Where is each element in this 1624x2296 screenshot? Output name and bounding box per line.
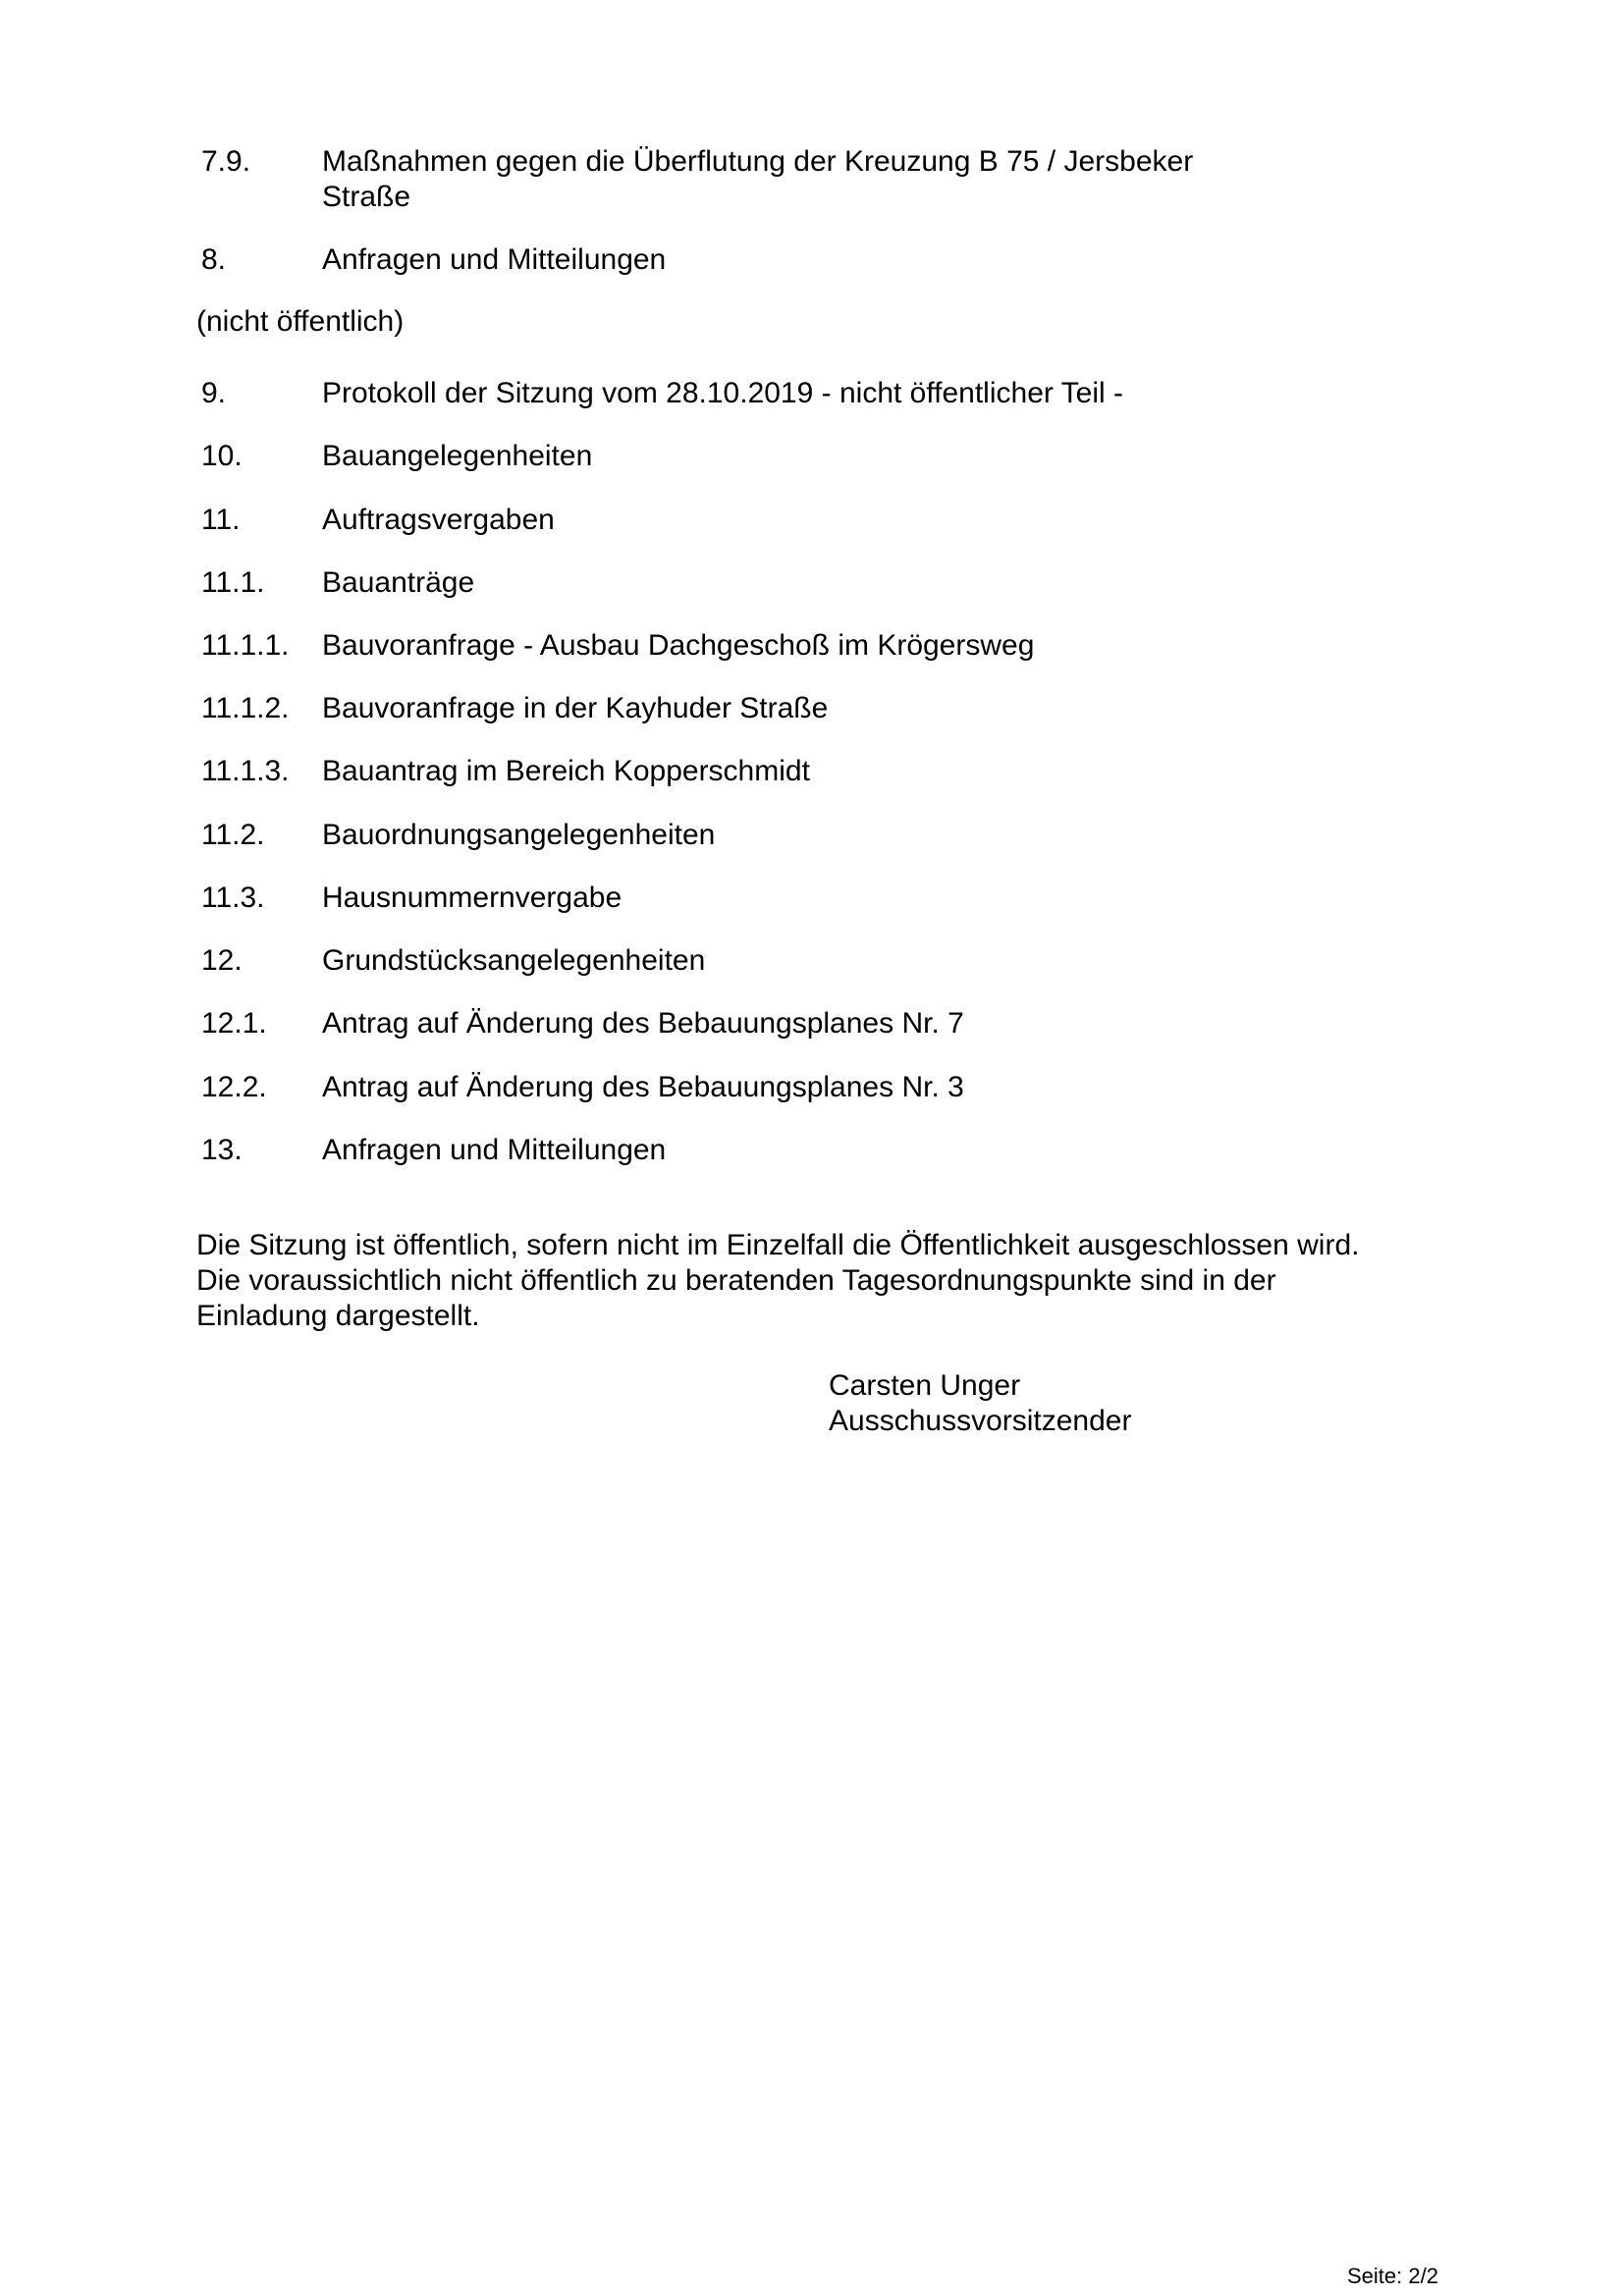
agenda-item-title bbox=[322, 144, 1353, 215]
page-number: Seite: 2/2 bbox=[1347, 2264, 1438, 2288]
agenda-item-title: Antrag auf Änderung des Bebauungsplanes Nr. 3 bbox=[322, 1071, 964, 1103]
signature-block bbox=[829, 1368, 1131, 1439]
agenda-item-number: 9. bbox=[201, 377, 227, 409]
notice-line: Einladung dargestellt. bbox=[196, 1300, 480, 1332]
section-nonpublic-label: (nicht öffentlich) bbox=[196, 305, 405, 338]
agenda-item-title: Bauvoranfrage in der Kayhuder Straße bbox=[322, 692, 829, 724]
agenda-item-number: 11.1.1. bbox=[201, 629, 290, 662]
public-notice bbox=[196, 1228, 1473, 1334]
agenda-item-title: Bauvoranfrage - Ausbau Dachgeschoß im Krögersweg bbox=[322, 629, 1035, 662]
agenda-item-title: Grundstücksangelegenheiten bbox=[322, 944, 706, 977]
agenda-item-number: 11.1.3. bbox=[201, 755, 290, 787]
agenda-item-number: 11.1.2. bbox=[201, 692, 290, 724]
agenda-item-number: 11.2. bbox=[201, 819, 265, 851]
agenda-item-number: 7.9. bbox=[201, 145, 251, 178]
notice-line: Die voraussichtlich nicht öffentlich zu beratenden Tagesordnungspunkte sind in der bbox=[196, 1264, 1276, 1297]
agenda-item-title-line: Maßnahmen gegen die Überflutung der Kreuzung B 75 / Jersbeker bbox=[322, 145, 1194, 178]
agenda-item-title: Bauordnungsangelegenheiten bbox=[322, 819, 716, 851]
signature-name: Carsten Unger bbox=[829, 1369, 1021, 1402]
agenda-item-title: Bauanträge bbox=[322, 566, 475, 599]
agenda-item-title-line: Straße bbox=[322, 181, 411, 213]
agenda-item-title: Auftragsvergaben bbox=[322, 504, 555, 536]
agenda-item-title: Anfragen und Mitteilungen bbox=[322, 243, 667, 276]
agenda-item-number: 11. bbox=[201, 504, 241, 536]
agenda-item-number: 11.1. bbox=[201, 566, 265, 599]
agenda-item-number: 12. bbox=[201, 944, 243, 977]
agenda-item-number: 12.1. bbox=[201, 1007, 267, 1040]
agenda-item-title: Bauantrag im Bereich Kopperschmidt bbox=[322, 755, 810, 787]
agenda-item-title: Bauangelegenheiten bbox=[322, 440, 593, 472]
agenda-item-title: Hausnummernvergabe bbox=[322, 881, 623, 914]
agenda-item-number: 13. bbox=[201, 1134, 243, 1166]
agenda-item-title: Antrag auf Änderung des Bebauungsplanes Nr. 7 bbox=[322, 1007, 964, 1040]
agenda-item-title: Anfragen und Mitteilungen bbox=[322, 1134, 667, 1166]
agenda-item-number: 8. bbox=[201, 243, 227, 276]
agenda-item-number: 12.2. bbox=[201, 1071, 267, 1103]
agenda-item-number: 11.3. bbox=[201, 881, 265, 914]
notice-line: Die Sitzung ist öffentlich, sofern nicht im Einzelfall die Öffentlichkeit ausgeschlossen wird. bbox=[196, 1229, 1360, 1261]
agenda-item-number: 10. bbox=[201, 440, 243, 472]
agenda-item-title: Protokoll der Sitzung vom 28.10.2019 - nicht öffentlicher Teil - bbox=[322, 377, 1124, 409]
signature-role: Ausschussvorsitzender bbox=[829, 1405, 1132, 1437]
